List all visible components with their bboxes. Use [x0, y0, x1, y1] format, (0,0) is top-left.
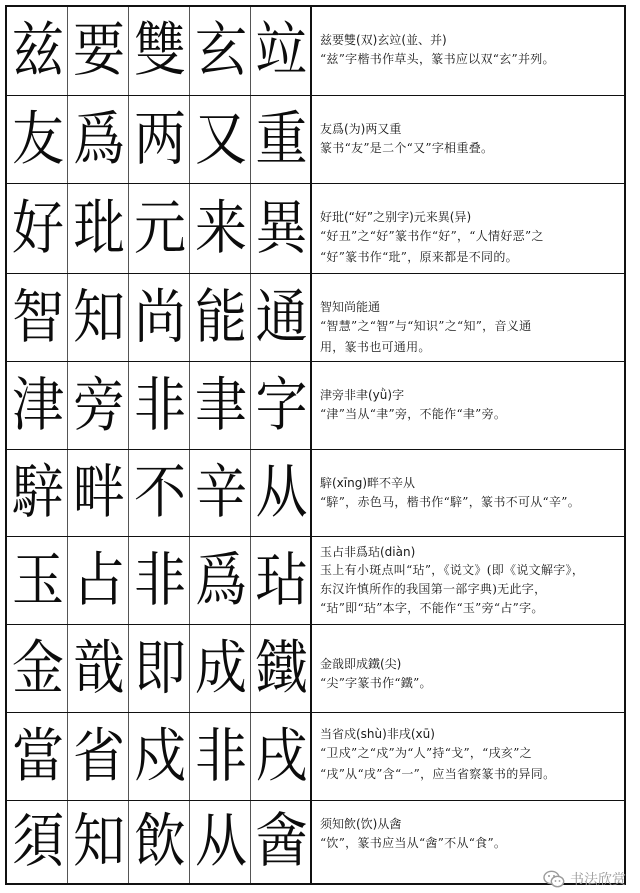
note-cell — [312, 537, 624, 624]
seal-glyph: 金 — [7, 625, 68, 712]
table-row — [7, 537, 624, 625]
note-desc: 篆书“友”是二个“又”字相重叠。 — [320, 141, 494, 155]
table-row — [7, 625, 624, 713]
seal-glyph: 即 — [129, 625, 190, 712]
seal-glyph: 飲 — [129, 801, 190, 883]
seal-glyph: 戌 — [251, 713, 312, 800]
note-desc: “兹”字楷书作草头，篆书应以双“玄”并列。 — [320, 52, 555, 66]
seal-glyph: 重 — [251, 96, 312, 183]
note-desc: “津”当从“聿”旁，不能作“聿”旁。 — [320, 407, 507, 421]
note-cell — [312, 362, 624, 449]
seal-glyph: 又 — [190, 96, 251, 183]
note-cell — [312, 713, 624, 800]
note-title: 玉占非爲玷(diàn) — [320, 545, 416, 559]
note-desc: “好”篆书作“玭”，原来都是不同的。 — [320, 250, 518, 264]
note-title: 智知尚能通 — [320, 300, 381, 314]
seal-glyph: 从 — [251, 450, 312, 536]
note-cell — [312, 274, 624, 361]
watermark — [543, 869, 626, 889]
note-desc: “饮”，篆书应当从“酓”不从“食”。 — [320, 836, 507, 850]
seal-glyph: 非 — [190, 713, 251, 800]
seal-glyph: 省 — [68, 713, 129, 800]
note-desc: 玉上有小斑点叫“玷”，《说文》(即《说文解字》， — [320, 563, 585, 577]
note-title: 须知飲(饮)从酓 — [320, 817, 402, 831]
table-row — [7, 96, 624, 184]
seal-glyph: 旁 — [68, 362, 129, 449]
seal-glyph: 要 — [68, 7, 129, 95]
seal-glyph: 知 — [68, 274, 129, 361]
seal-glyph: 異 — [251, 184, 312, 273]
seal-glyph: 成 — [190, 625, 251, 712]
note-desc: 用，篆书也可通用。 — [320, 340, 431, 354]
note-desc: 东汉许慎所作的我国第一部字典)无此字， — [320, 582, 547, 596]
note-title: 兹要雙(双)玄竝(並、并) — [320, 33, 447, 47]
note-desc: “玷”即“玷”本字，不能作“玉”旁“占”字。 — [320, 601, 544, 615]
note-title: 金戠即成鐵(尖) — [320, 657, 402, 671]
seal-script-table — [5, 5, 626, 885]
seal-glyph: 尚 — [129, 274, 190, 361]
seal-glyph: 騂 — [7, 450, 68, 536]
seal-glyph: 来 — [190, 184, 251, 273]
seal-glyph: 辛 — [190, 450, 251, 536]
seal-glyph: 友 — [7, 96, 68, 183]
table-row — [7, 450, 624, 537]
note-cell — [312, 450, 624, 536]
note-title: 友爲(为)两又重 — [320, 122, 402, 136]
table-row — [7, 713, 624, 801]
seal-glyph: 竝 — [251, 7, 312, 95]
note-desc: “戌”从“戌”含“一”，应当省察篆书的异同。 — [320, 767, 556, 781]
table-row — [7, 7, 624, 96]
table-row — [7, 362, 624, 450]
seal-glyph: 能 — [190, 274, 251, 361]
note-cell — [312, 184, 624, 273]
seal-glyph: 玷 — [251, 537, 312, 624]
note-title: 騂(xīng)畔不辛从 — [320, 476, 416, 490]
note-desc: “好丑”之“好”篆书作“好”，“人情好恶”之 — [320, 229, 544, 243]
seal-glyph: 通 — [251, 274, 312, 361]
note-title: 津旁非聿(yǜ)字 — [320, 388, 405, 402]
seal-glyph: 津 — [7, 362, 68, 449]
seal-glyph: 雙 — [129, 7, 190, 95]
seal-glyph: 戍 — [129, 713, 190, 800]
seal-glyph: 爲 — [68, 96, 129, 183]
seal-glyph: 玄 — [190, 7, 251, 95]
wechat-icon — [543, 870, 565, 888]
seal-glyph: 占 — [68, 537, 129, 624]
seal-glyph: 智 — [7, 274, 68, 361]
seal-glyph: 酓 — [251, 801, 312, 883]
seal-glyph: 好 — [7, 184, 68, 273]
seal-glyph: 畔 — [68, 450, 129, 536]
seal-glyph: 兹 — [7, 7, 68, 95]
note-desc: “卫戍”之“戍”为“人”持“戈”，“戌亥”之 — [320, 746, 532, 760]
seal-glyph: 當 — [7, 713, 68, 800]
seal-glyph: 聿 — [190, 362, 251, 449]
seal-glyph: 鐵 — [251, 625, 312, 712]
seal-glyph: 知 — [68, 801, 129, 883]
note-desc: “騂”，赤色马，楷书作“騂”，篆书不可从“辛”。 — [320, 495, 581, 509]
table-row — [7, 801, 624, 883]
note-title: 当省戍(shù)非戌(xū) — [320, 727, 435, 741]
seal-glyph: 非 — [129, 362, 190, 449]
note-desc: “尖”字篆书作“鐵”。 — [320, 676, 432, 690]
seal-glyph: 玭 — [68, 184, 129, 273]
seal-glyph: 須 — [7, 801, 68, 883]
seal-glyph: 玉 — [7, 537, 68, 624]
note-cell — [312, 96, 624, 183]
note-cell — [312, 625, 624, 712]
watermark-text: 书法欣赏 — [570, 872, 626, 888]
table-row — [7, 274, 624, 362]
seal-glyph: 两 — [129, 96, 190, 183]
table-row — [7, 184, 624, 274]
seal-glyph: 非 — [129, 537, 190, 624]
note-cell — [312, 7, 624, 95]
seal-glyph: 爲 — [190, 537, 251, 624]
seal-glyph: 戠 — [68, 625, 129, 712]
note-title: 好玭(“好”之别字)元来異(异) — [320, 210, 472, 224]
seal-glyph: 元 — [129, 184, 190, 273]
seal-glyph: 字 — [251, 362, 312, 449]
note-desc: “智慧”之“智”与“知识”之“知”，音义通 — [320, 319, 532, 333]
seal-glyph: 不 — [129, 450, 190, 536]
seal-glyph: 从 — [190, 801, 251, 883]
